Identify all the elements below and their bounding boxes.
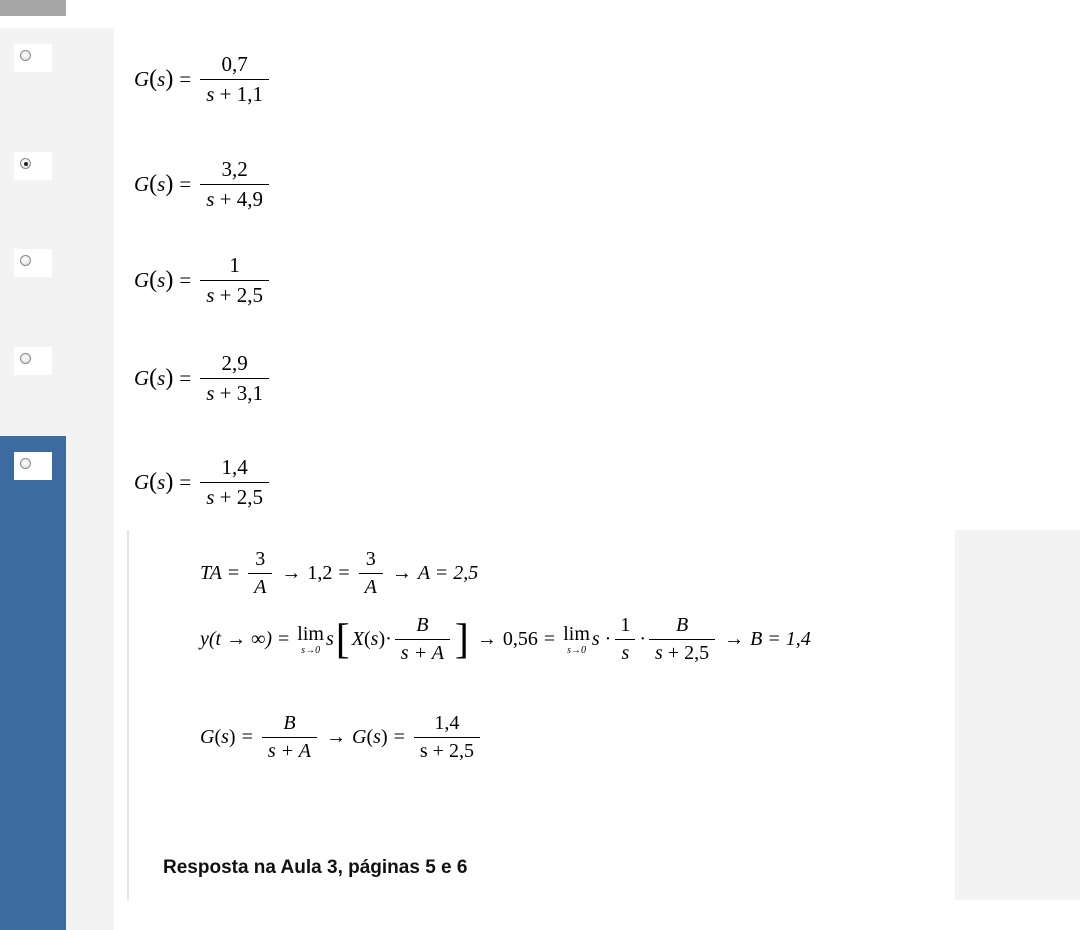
option-3-radio-cell[interactable] — [14, 249, 52, 277]
option-5-formula: G ( s ) = $\frac{1,4}{s + 2,5}$ — [134, 455, 272, 510]
denominator: s + A — [262, 737, 317, 763]
denominator: A — [359, 573, 383, 599]
option-5-radio-cell[interactable] — [14, 452, 52, 480]
limit-subscript: s→0 — [301, 644, 321, 656]
numerator: 1,4 — [434, 712, 460, 734]
value: 1,2 — [307, 562, 333, 584]
option-1-radio-cell[interactable] — [14, 44, 52, 72]
denominator-constant: 2,5 — [236, 283, 263, 307]
option-4-radio-cell[interactable] — [14, 347, 52, 375]
numerator: 3 — [365, 548, 376, 570]
radio-button[interactable] — [20, 458, 31, 469]
solution-line-1: TA = $\frac{3}{A}$ → 1,2 = $\frac{3}{A}$ → A = 2,5 — [200, 548, 479, 598]
selected-indicator — [0, 436, 66, 930]
value: 0,56 — [502, 628, 538, 650]
solution-line-2: y(t → ∞) = lim s→0 s [ X ( s )· $\frac{B}{s + A}$ ] → 0,56 = lim s→0 s · $\frac{1}{s}$ · $\frac{B}{s + 2,5}$ → B = 1,4 — [200, 614, 811, 664]
option-3-formula: G ( s ) = $\frac{1}{s + 2,5}$ — [134, 253, 272, 308]
denominator-constant: 4,9 — [236, 187, 263, 211]
lhs: y(t → ∞) — [200, 628, 273, 650]
denominator: s + 4,9 — [200, 184, 269, 212]
denominator: A — [248, 573, 272, 599]
solution-line-3: G ( s ) = $\frac{B}{s + A}$ → G ( s ) = $\frac{1,4}{s + 2,5}$ — [200, 712, 483, 763]
denominator: s + 2,5 — [414, 737, 480, 763]
radio-button[interactable] — [20, 353, 31, 364]
denominator: s + 3,1 — [200, 378, 269, 406]
result: B = 1,4 — [750, 628, 811, 650]
numerator: 0,7 — [221, 52, 248, 76]
radio-button-selected[interactable] — [20, 158, 31, 169]
numerator: 2,9 — [221, 351, 248, 375]
reference-note: Resposta na Aula 3, páginas 5 e 6 — [163, 857, 468, 878]
numerator: 3,2 — [221, 157, 248, 181]
numerator: 1,4 — [221, 455, 248, 479]
option-1-formula: G ( s ) = $\frac{0,7}{s + 1,1}$ — [134, 52, 272, 107]
denominator-constant: 2,5 — [236, 485, 263, 509]
option-2-formula: G ( s ) = $\frac{3,2}{s + 4,9}$ — [134, 157, 272, 212]
limit-subscript: s→0 — [567, 644, 586, 656]
numerator: B — [283, 712, 296, 734]
option-2-radio-cell[interactable] — [14, 152, 52, 180]
denominator: s + 1,1 — [200, 79, 269, 107]
denominator: s + 2,5 — [200, 280, 269, 308]
top-tab — [0, 0, 66, 16]
radio-button[interactable] — [20, 50, 31, 61]
result: A = 2,5 — [417, 562, 479, 584]
denominator: s + 2,5 — [200, 482, 269, 510]
numerator: 1 — [229, 253, 240, 277]
side-panel — [955, 530, 1080, 900]
numerator: 3 — [255, 548, 266, 570]
radio-button[interactable] — [20, 255, 31, 266]
lhs: TA — [200, 562, 222, 584]
denominator-constant: 1,1 — [236, 82, 263, 106]
denominator-constant: 3,1 — [236, 381, 263, 405]
option-4-formula: G ( s ) = $\frac{2,9}{s + 3,1}$ — [134, 351, 272, 406]
